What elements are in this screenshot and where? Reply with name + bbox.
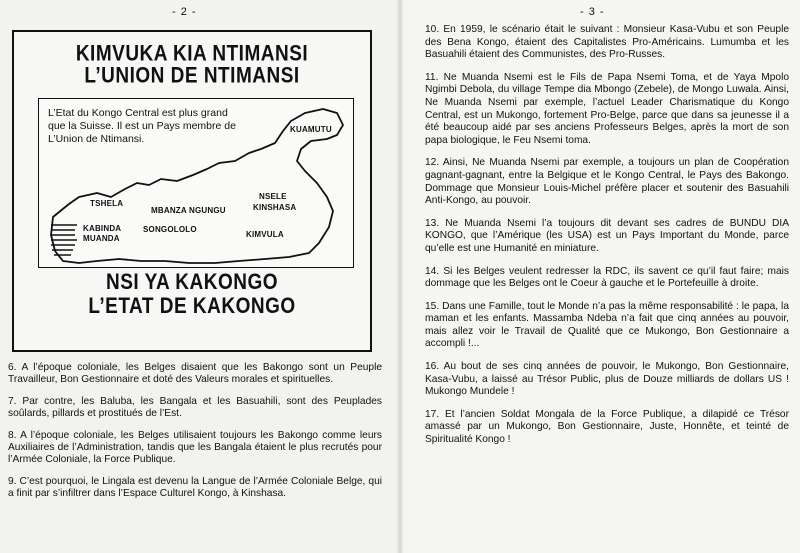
- paragraph-6: 6. A l’époque coloniale, les Belges disaient que les Bakongo sont un Peuple Travailleur, Bon Gestionnaire et doté des Valeurs morales et spirituelles.: [8, 362, 382, 386]
- coast-hatch: [51, 225, 77, 255]
- paragraph-17: 17. Et l’ancien Soldat Mongala de la Force Publique, a dilapidé ce Trésor amassé par un Mukongo, Bon Gestionnaire, Juste, Honnête, et teinté de Spiritualité Kongo !: [425, 408, 789, 446]
- box-title-top-2: L’UNION DE NTIMANSI: [84, 64, 300, 89]
- map-frame: [38, 98, 354, 268]
- map-label-kinshasa: KINSHASA: [253, 203, 297, 212]
- page-number-left: - 2 -: [172, 6, 197, 18]
- paragraph-16: 16. Au bout de ses cinq années de pouvoir, le Mukongo, Bon Gestionnaire, Kasa-Vubu, a laissé au Trésor Public, plus de Douze milliards de dollars US ! Mukongo Mundele !: [425, 361, 789, 398]
- map-label-muanda: MUANDA: [83, 234, 120, 243]
- right-text-column: [425, 24, 789, 457]
- paragraph-11: 11. Ne Muanda Nsemi est le Fils de Papa Nsemi Toma, et de Yaya Mpolo Ngimbi Debola, du village Tempe dia Mbongo (Zebele), de Mongo Luwala. Ainsi, Ne Muanda Nsemi par exemple, l’actuel Leader Charismatique du Kongo Central, est un Mukongo, fortement Pro-Belge, parce que dans sa jeunesse il a été beaucoup aidé par ses anciens Professeurs Belges, après la mort de son papa biologique, le Feu Nsemi toma.: [425, 71, 789, 146]
- paragraph-15: 15. Dans une Famille, tout le Monde n’a pas la même responsabilité : le papa, la maman et les enfants. Massamba Ndeba n’a fait que cinq années au pouvoir, mais allez voir le Travail de Qualité que ce Mukongo, Bon Gestionnaire a accompli !...: [425, 300, 789, 350]
- map-label-tshela: TSHELA: [90, 199, 124, 208]
- right-page: [400, 0, 800, 553]
- book-gutter: [396, 0, 404, 553]
- map-label-kabinda: KABINDA: [83, 224, 122, 233]
- paragraph-13: 13. Ne Muanda Nsemi l’a toujours dit devant ses cadres de BUNDU DIA KONGO, que l’Amérique (les USA) est un Pays Important du Monde, parce qu’elle est une Humanité en miniature.: [425, 217, 789, 254]
- box-title-bottom-2: L’ETAT DE KAKONGO: [88, 294, 296, 319]
- map-label-kuamutu: KUAMUTU: [290, 125, 332, 134]
- paragraph-8: 8. A l’époque coloniale, les Belges utilisaient toujours les Bakongo comme leurs Auxiliaires de l’Administration, tandis que les Bangala étaient le plus recrutés pour l’Armée Coloniale, la Force Publique.: [8, 429, 382, 466]
- map-label-songololo: SONGOLOLO: [143, 225, 197, 234]
- map-label-mbanza-ngungu: MBANZA NGUNGU: [151, 206, 226, 215]
- paragraph-9: 9. C’est pourquoi, le Lingala est devenu la Langue de l’Armée Coloniale Belge, qui a finit par s’infiltrer dans l’Espace Culturel Kongo, à Kinshasa.: [8, 475, 382, 500]
- map-caption: L’Etat du Kongo Central est plus grand que la Suisse. Il est un Pays membre de L’Union de Ntimansi.: [48, 107, 236, 145]
- left-text-column: [8, 362, 382, 510]
- map-label-kimvula: KIMVULA: [246, 230, 284, 239]
- paragraph-10: 10. En 1959, le scénario était le suivant : Monsieur Kasa-Vubu et son Peuple des Bena Kongo, étaient des Capitalistes Pro-Américains. Lumumba et les Basuahili étaient des Communistes, des Pro-Russes.: [425, 24, 789, 61]
- box-title-top-1: KIMVUKA KIA NTIMANSI: [75, 42, 309, 67]
- paragraph-7: 7. Par contre, les Baluba, les Bangala et les Basuahili, sont des Peuplades soûlards, pillards et prostitués de l’Est.: [8, 395, 382, 420]
- paragraph-14: 14. Si les Belges veulent redresser la RDC, ils savent ce qu’il faut faire; mais dommage que les Belges ont le Coeur à gauche et le Portefeuille à droite.: [425, 265, 789, 290]
- page-number-right: - 3 -: [580, 6, 605, 18]
- map-box: [12, 30, 372, 352]
- paragraph-12: 12. Ainsi, Ne Muanda Nsemi par exemple, a toujours un plan de Coopération gagnant-gagnant, entre la Belgique et le Kongo Central, le Pays des Bakongo. Dommage que Monsieur Louis-Michel préfère placer et soutenir des Basuahili Anti-Kongo, au pouvoir.: [425, 157, 789, 207]
- box-title-bottom-1: NSI YA KAKONGO: [105, 270, 279, 295]
- map-label-nsele: NSELE: [259, 192, 287, 201]
